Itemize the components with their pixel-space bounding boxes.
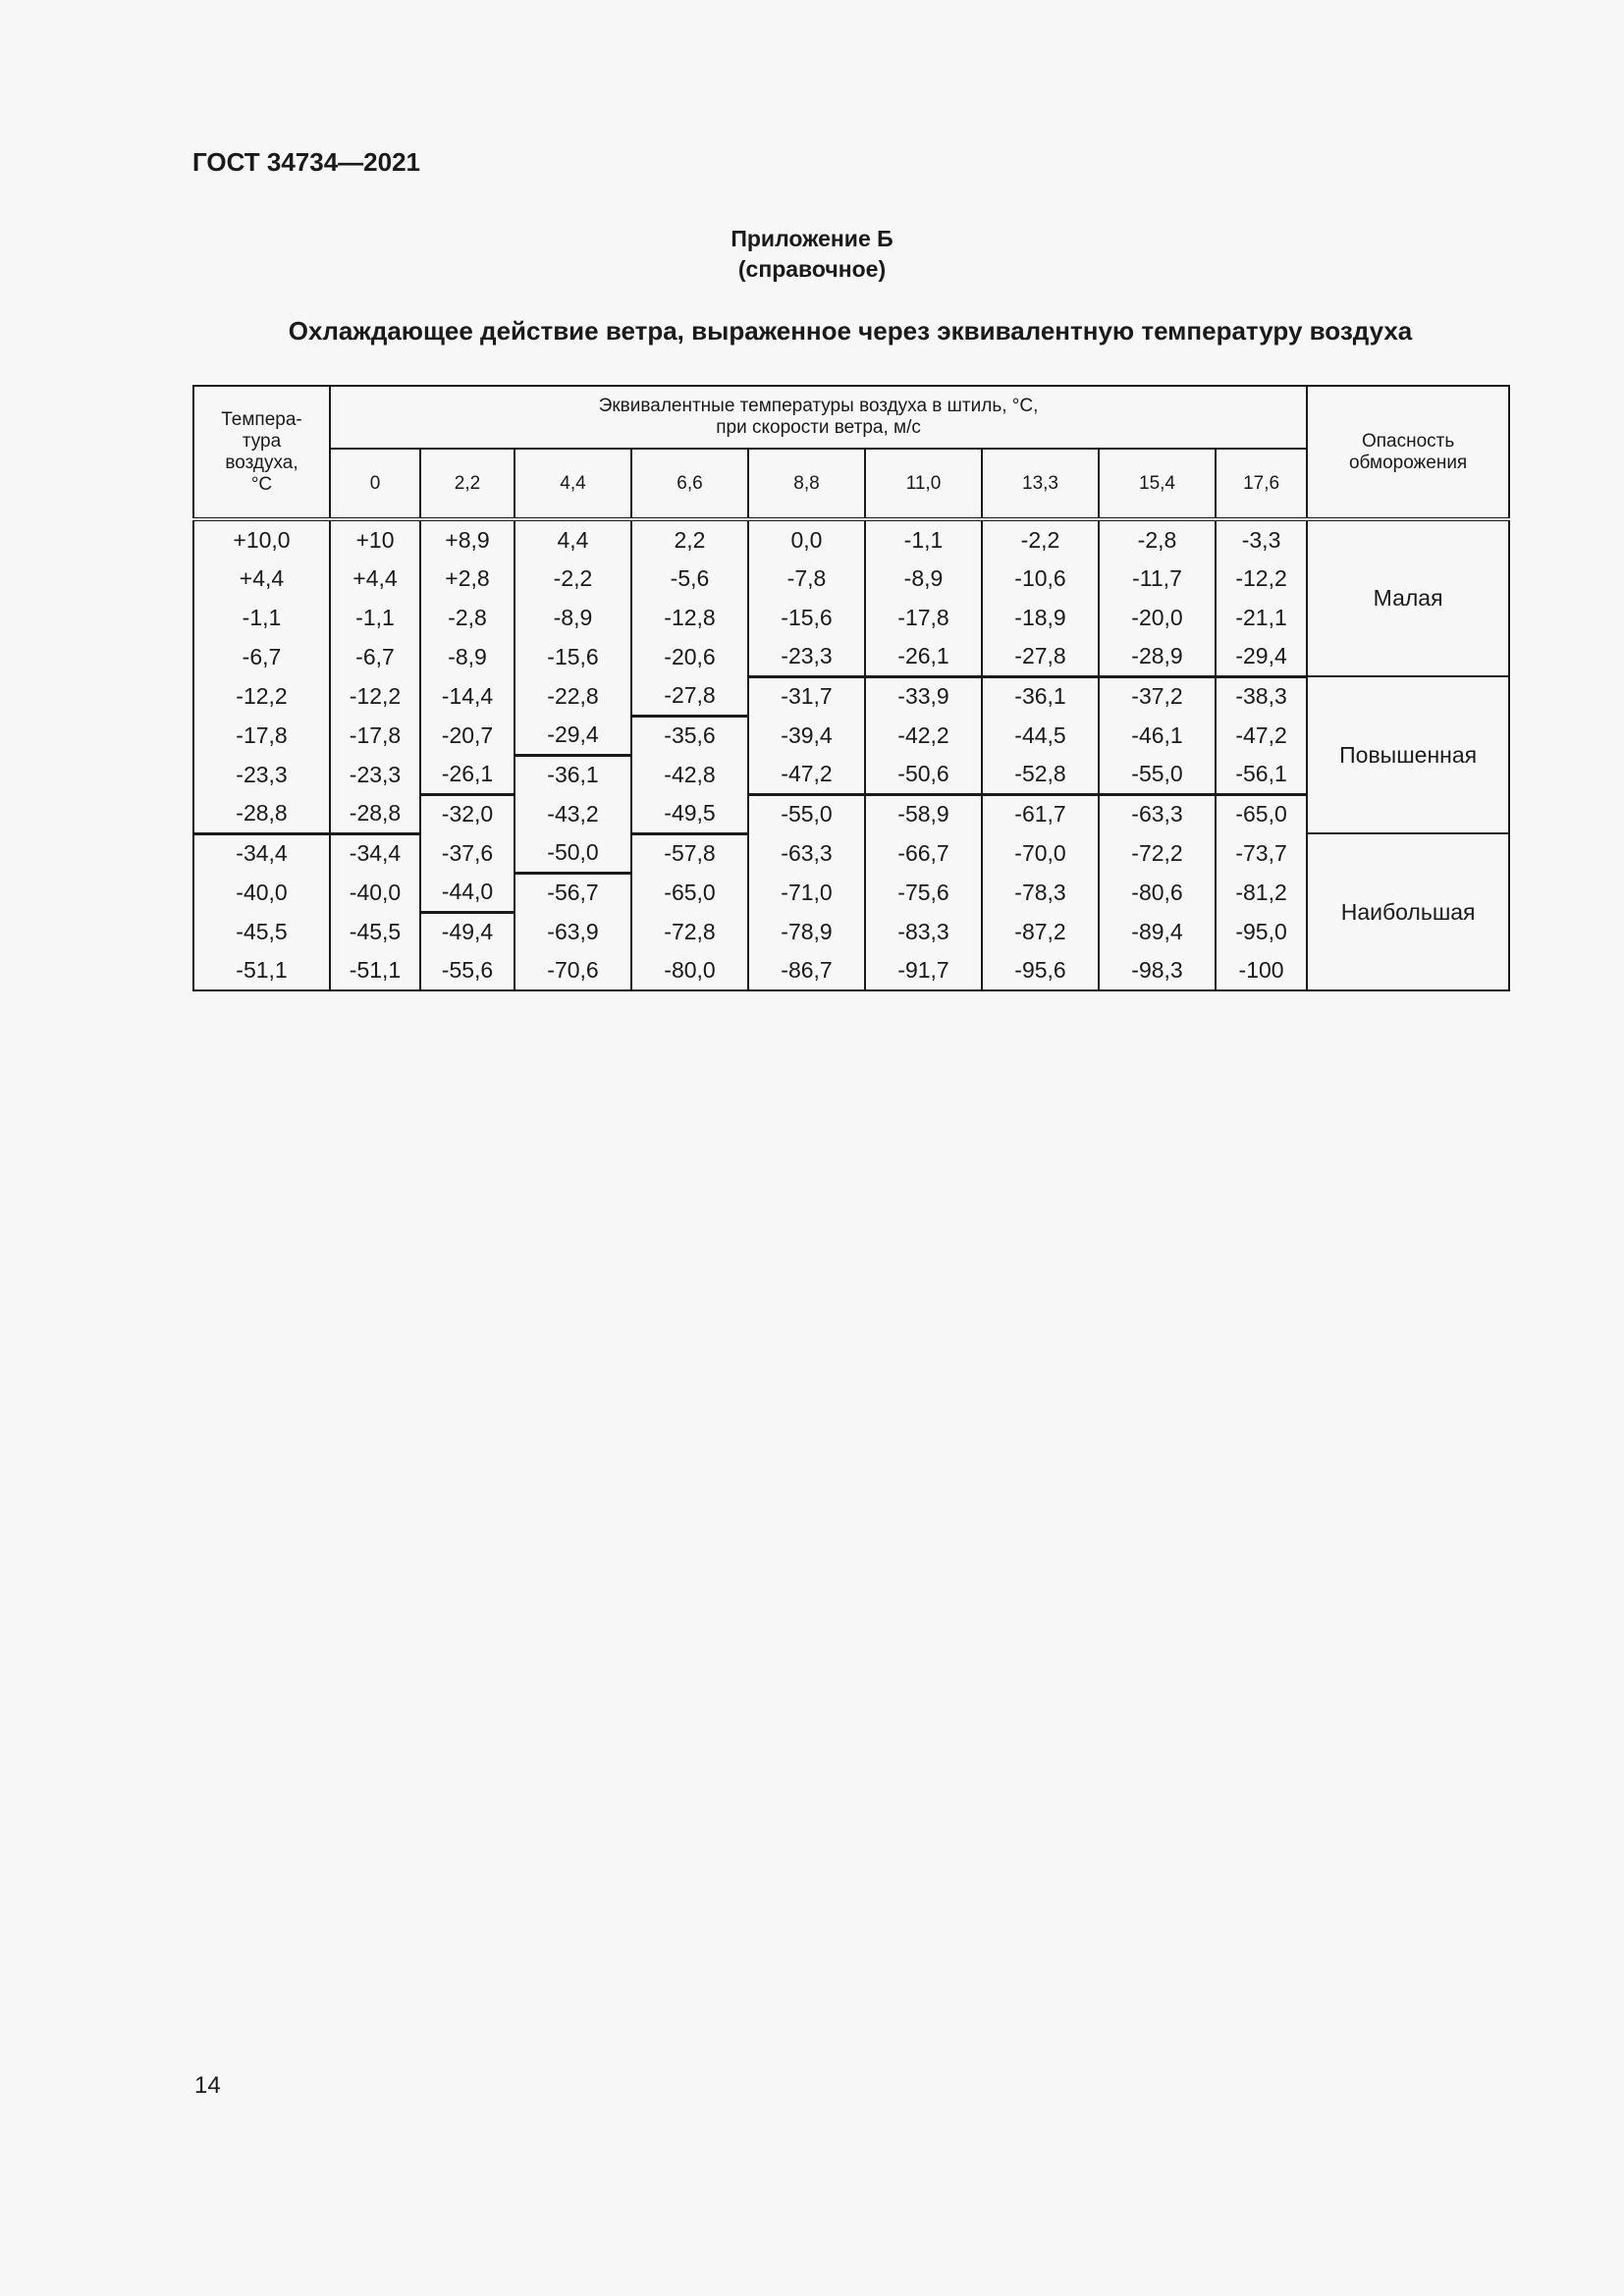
table-body — [193, 519, 1509, 990]
appendix-title: Приложение Б — [731, 226, 893, 251]
equivalent-temperature-cell: -17,8 — [865, 598, 982, 637]
air-temperature-cell: +10,0 — [193, 519, 330, 559]
wind-chill-table — [192, 385, 1510, 991]
equivalent-temperature-cell: -71,0 — [748, 873, 865, 912]
equivalent-temperature-cell: -89,4 — [1099, 912, 1216, 951]
equivalent-temperature-cell: -33,9 — [865, 676, 982, 716]
wind-speed-header: 17,6 — [1216, 449, 1307, 519]
air-temperature-cell: -45,5 — [193, 912, 330, 951]
equivalent-temperature-cell: -100 — [1216, 951, 1307, 990]
equivalent-temperature-cell: -22,8 — [514, 676, 631, 716]
equivalent-temperature-cell: -15,6 — [748, 598, 865, 637]
equivalent-temperature-cell: -10,6 — [982, 559, 1099, 598]
equivalent-temperature-cell: 2,2 — [631, 519, 748, 559]
equivalent-temperature-cell: -61,7 — [982, 794, 1099, 833]
equivalent-temperature-cell: -56,7 — [514, 873, 631, 912]
equivalent-temperature-cell: -63,3 — [748, 833, 865, 873]
equivalent-temperature-cell: -95,0 — [1216, 912, 1307, 951]
table-row — [193, 676, 1509, 716]
equivalent-temperature-cell: -36,1 — [514, 755, 631, 794]
equivalent-temperature-cell: -21,1 — [1216, 598, 1307, 637]
air-temperature-cell: -40,0 — [193, 873, 330, 912]
equivalent-temperature-cell: -26,1 — [865, 637, 982, 676]
equivalent-temperature-cell: -72,2 — [1099, 833, 1216, 873]
equivalent-temperature-cell: -11,7 — [1099, 559, 1216, 598]
equivalent-temperature-cell: -27,8 — [982, 637, 1099, 676]
equivalent-temperature-cell: -49,5 — [631, 794, 748, 833]
equivalent-temperature-cell: -14,4 — [420, 676, 514, 716]
equivalent-temperature-cell: -20,0 — [1099, 598, 1216, 637]
equivalent-temperature-cell: -50,0 — [514, 833, 631, 873]
temperature-column-header: Темпера- тура воздуха, °С — [193, 386, 330, 519]
equivalent-temperature-cell: -46,1 — [1099, 716, 1216, 755]
frostbite-risk-cell: Малая — [1307, 519, 1509, 676]
equivalent-temperature-cell: -78,9 — [748, 912, 865, 951]
equivalent-temperature-cell: -42,8 — [631, 755, 748, 794]
table-row — [193, 833, 1509, 873]
equivalent-temperature-cell: -80,0 — [631, 951, 748, 990]
equivalent-temperature-cell: 4,4 — [514, 519, 631, 559]
equivalent-temperature-cell: -34,4 — [330, 833, 420, 873]
equivalent-temperature-cell: -12,2 — [1216, 559, 1307, 598]
equivalent-temperature-cell: -72,8 — [631, 912, 748, 951]
wind-speed-header: 15,4 — [1099, 449, 1216, 519]
equivalent-temperature-cell: -35,6 — [631, 716, 748, 755]
equivalent-temperature-cell: -95,6 — [982, 951, 1099, 990]
equivalent-temperature-cell: -58,9 — [865, 794, 982, 833]
equivalent-temperature-cell: -2,8 — [1099, 519, 1216, 559]
equivalent-temperature-cell: -65,0 — [1216, 794, 1307, 833]
equivalent-temperature-cell: -20,6 — [631, 637, 748, 676]
frostbite-risk-cell: Наибольшая — [1307, 833, 1509, 990]
air-temperature-cell: -23,3 — [193, 755, 330, 794]
appendix-heading — [0, 224, 1624, 285]
equivalent-temperature-cell: -20,7 — [420, 716, 514, 755]
equivalent-temperature-cell: -31,7 — [748, 676, 865, 716]
equivalent-temperature-cell: -28,9 — [1099, 637, 1216, 676]
equivalent-temperature-cell: -70,6 — [514, 951, 631, 990]
equivalent-temperature-cell: -55,0 — [1099, 755, 1216, 794]
air-temperature-cell: -12,2 — [193, 676, 330, 716]
equivalent-temperature-cell: -42,2 — [865, 716, 982, 755]
equivalent-temperature-cell: -23,3 — [330, 755, 420, 794]
equivalent-temperature-cell: -47,2 — [1216, 716, 1307, 755]
equivalent-temperature-cell: -49,4 — [420, 912, 514, 951]
table-title: Охлаждающее действие ветра, выраженное через эквивалентную температуру воздуха — [288, 316, 1413, 346]
equivalent-temperature-cell: -81,2 — [1216, 873, 1307, 912]
equivalent-temperature-cell: -91,7 — [865, 951, 982, 990]
equivalent-temperature-cell: -66,7 — [865, 833, 982, 873]
equivalent-temperature-cell: -37,6 — [420, 833, 514, 873]
equivalent-temperature-cell: -44,0 — [420, 873, 514, 912]
equivalent-temperature-cell: -63,9 — [514, 912, 631, 951]
wind-speed-header: 13,3 — [982, 449, 1099, 519]
equivalent-temperature-cell: -2,2 — [514, 559, 631, 598]
equivalent-temperature-cell: -52,8 — [982, 755, 1099, 794]
equivalent-temperature-cell: -15,6 — [514, 637, 631, 676]
equivalent-temperature-cell: +8,9 — [420, 519, 514, 559]
equivalent-temperature-cell: -83,3 — [865, 912, 982, 951]
document-code: ГОСТ 34734—2021 — [192, 147, 420, 177]
equivalent-temperature-cell: -44,5 — [982, 716, 1099, 755]
appendix-kind: (справочное) — [737, 256, 887, 282]
wind-speed-header: 11,0 — [865, 449, 982, 519]
equivalent-temperature-cell: +10 — [330, 519, 420, 559]
air-temperature-cell: -51,1 — [193, 951, 330, 990]
equivalent-temperature-cell: -28,8 — [330, 794, 420, 833]
equivalent-temperature-cell: -8,9 — [514, 598, 631, 637]
equivalent-temperature-cell: -98,3 — [1099, 951, 1216, 990]
equivalent-temperature-cell: -63,3 — [1099, 794, 1216, 833]
wind-speed-header: 4,4 — [514, 449, 631, 519]
page-number: 14 — [194, 2072, 221, 2099]
equivalent-temperature-cell: -6,7 — [330, 637, 420, 676]
equivalent-temperature-cell: -75,6 — [865, 873, 982, 912]
equivalent-temperature-cell: -80,6 — [1099, 873, 1216, 912]
equivalent-temperature-cell: -36,1 — [982, 676, 1099, 716]
equivalent-temperature-cell: -86,7 — [748, 951, 865, 990]
equivalent-temperature-cell: -3,3 — [1216, 519, 1307, 559]
air-temperature-cell: -28,8 — [193, 794, 330, 833]
equivalent-temperature-cell: -78,3 — [982, 873, 1099, 912]
equivalent-temperature-cell: -23,3 — [748, 637, 865, 676]
equivalent-temperature-cell: -5,6 — [631, 559, 748, 598]
equivalent-temperature-cell: -51,1 — [330, 951, 420, 990]
equivalent-temperature-cell: -18,9 — [982, 598, 1099, 637]
equivalent-temperature-group-header: Эквивалентные температуры воздуха в штиль, °С, при скорости ветра, м/с — [330, 386, 1307, 449]
equivalent-temperature-cell: -12,2 — [330, 676, 420, 716]
equivalent-temperature-cell: -12,8 — [631, 598, 748, 637]
equivalent-temperature-cell: -50,6 — [865, 755, 982, 794]
equivalent-temperature-cell: -38,3 — [1216, 676, 1307, 716]
equivalent-temperature-cell: -47,2 — [748, 755, 865, 794]
wind-speed-header: 0 — [330, 449, 420, 519]
equivalent-temperature-cell: -70,0 — [982, 833, 1099, 873]
equivalent-temperature-cell: -8,9 — [420, 637, 514, 676]
equivalent-temperature-cell: -39,4 — [748, 716, 865, 755]
equivalent-temperature-cell: -17,8 — [330, 716, 420, 755]
equivalent-temperature-cell: -45,5 — [330, 912, 420, 951]
equivalent-temperature-cell: -8,9 — [865, 559, 982, 598]
air-temperature-cell: -6,7 — [193, 637, 330, 676]
equivalent-temperature-cell: -29,4 — [514, 716, 631, 755]
wind-speed-header: 8,8 — [748, 449, 865, 519]
equivalent-temperature-cell: +2,8 — [420, 559, 514, 598]
equivalent-temperature-cell: -73,7 — [1216, 833, 1307, 873]
wind-speed-header: 6,6 — [631, 449, 748, 519]
equivalent-temperature-cell: -1,1 — [865, 519, 982, 559]
air-temperature-cell: -1,1 — [193, 598, 330, 637]
equivalent-temperature-cell: -43,2 — [514, 794, 631, 833]
equivalent-temperature-cell: -29,4 — [1216, 637, 1307, 676]
frostbite-risk-cell: Повышенная — [1307, 676, 1509, 833]
air-temperature-cell: -17,8 — [193, 716, 330, 755]
equivalent-temperature-cell: +4,4 — [330, 559, 420, 598]
table-row — [193, 519, 1509, 559]
equivalent-temperature-cell: -37,2 — [1099, 676, 1216, 716]
equivalent-temperature-cell: -1,1 — [330, 598, 420, 637]
equivalent-temperature-cell: -40,0 — [330, 873, 420, 912]
equivalent-temperature-cell: -55,6 — [420, 951, 514, 990]
equivalent-temperature-cell: -56,1 — [1216, 755, 1307, 794]
equivalent-temperature-cell: -26,1 — [420, 755, 514, 794]
equivalent-temperature-cell: -7,8 — [748, 559, 865, 598]
equivalent-temperature-cell: -55,0 — [748, 794, 865, 833]
equivalent-temperature-cell: -27,8 — [631, 676, 748, 716]
wind-speed-header: 2,2 — [420, 449, 514, 519]
equivalent-temperature-cell: -57,8 — [631, 833, 748, 873]
air-temperature-cell: -34,4 — [193, 833, 330, 873]
equivalent-temperature-cell: -87,2 — [982, 912, 1099, 951]
equivalent-temperature-cell: -2,8 — [420, 598, 514, 637]
air-temperature-cell: +4,4 — [193, 559, 330, 598]
equivalent-temperature-cell: -32,0 — [420, 794, 514, 833]
equivalent-temperature-cell: -65,0 — [631, 873, 748, 912]
equivalent-temperature-cell: -2,2 — [982, 519, 1099, 559]
equivalent-temperature-cell: 0,0 — [748, 519, 865, 559]
frostbite-risk-column-header: Опасность обморожения — [1307, 386, 1509, 519]
